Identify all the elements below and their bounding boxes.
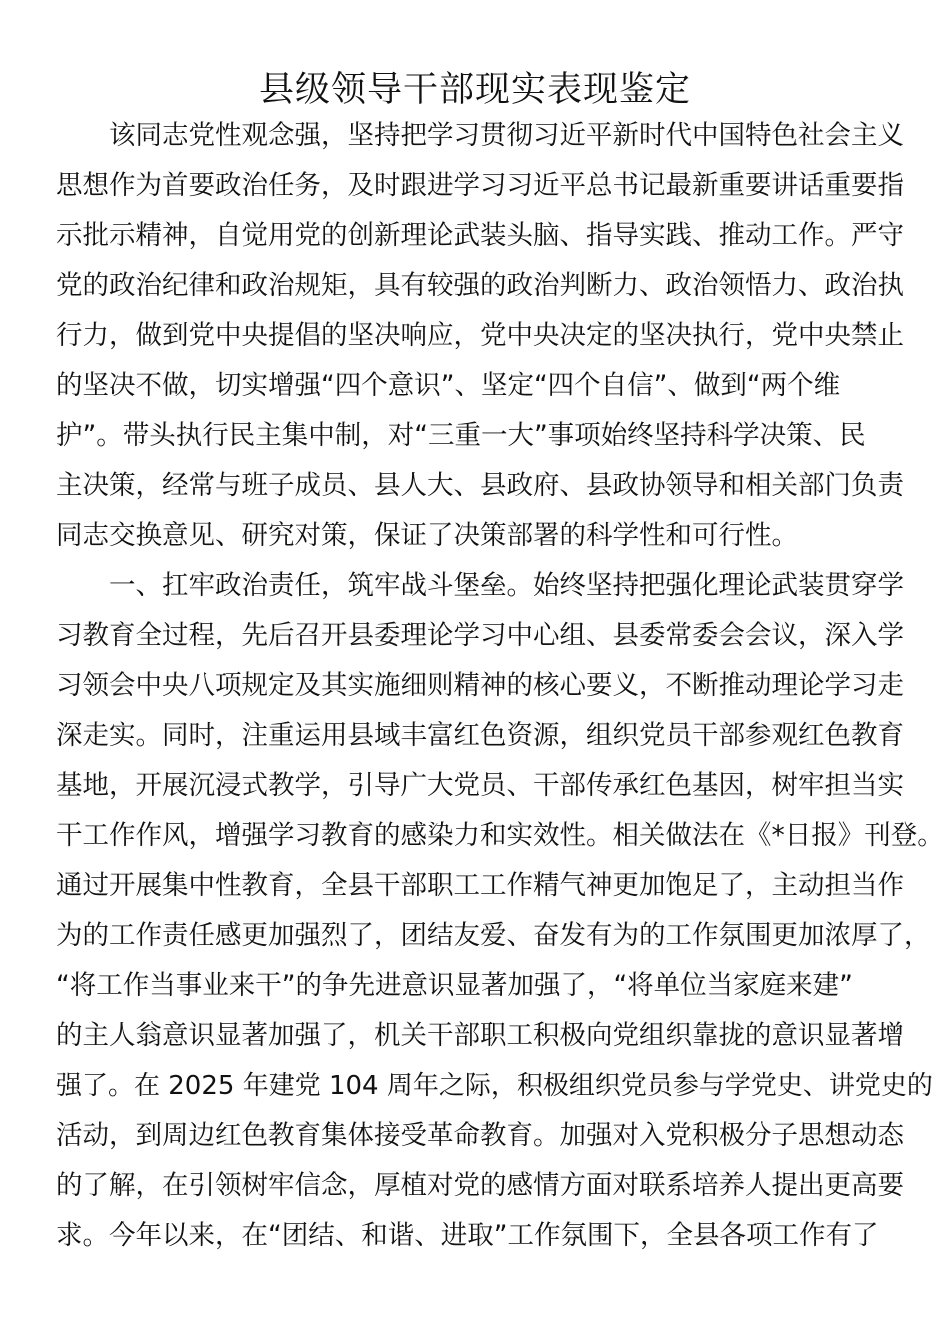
text-line: 强了。在 2025 年建党 104 周年之际，积极组织党员参与学党史、讲党史的 bbox=[56, 1071, 933, 1101]
text-line: 活动，到周边红色教育集体接受革命教育。加强对入党积极分子思想动态 bbox=[56, 1120, 904, 1151]
text-line: 干工作作风，增强学习教育的感染力和实效性。相关做法在《*日报》刊登。 bbox=[56, 820, 944, 851]
text-line: 的主人翁意识显著加强了，机关干部职工积极向党组织靠拢的意识显著增 bbox=[56, 1020, 904, 1051]
text-line: 行力，做到党中央提倡的坚决响应，党中央决定的坚决执行，党中央禁止 bbox=[56, 320, 904, 351]
text-line: 的坚决不做，切实增强“四个意识”、坚定“四个自信”、做到“两个维 bbox=[56, 370, 841, 401]
text-line: 的了解，在引领树牢信念，厚植对党的感情方面对联系培养人提出更高要 bbox=[56, 1170, 904, 1201]
text-line: 该同志党性观念强，坚持把学习贯彻习近平新时代中国特色社会主义 bbox=[56, 120, 904, 151]
text-line: 同志交换意见、研究对策，保证了决策部署的科学性和可行性。 bbox=[56, 520, 798, 551]
text-line: 护”。带头执行民主集中制，对“三重一大”事项始终坚持科学决策、民 bbox=[56, 420, 866, 451]
document-title: 县级领导干部现实表现鉴定 bbox=[258, 70, 691, 110]
text-line: 示批示精神，自觉用党的创新理论武装头脑、指导实践、推动工作。严守 bbox=[56, 220, 904, 251]
text-line: 习领会中央八项规定及其实施细则精神的核心要义，不断推动理论学习走 bbox=[56, 670, 904, 701]
text-line: 求。今年以来，在“团结、和谐、进取”工作氛围下，全县各项工作有了 bbox=[56, 1220, 879, 1251]
text-line: 主决策，经常与班子成员、县人大、县政府、县政协领导和相关部门负责 bbox=[56, 470, 904, 501]
text-line: 思想作为首要政治任务，及时跟进学习习近平总书记最新重要讲话重要指 bbox=[56, 170, 904, 201]
text-line: 党的政治纪律和政治规矩，具有较强的政治判断力、政治领悟力、政治执 bbox=[56, 270, 904, 301]
text-line: 习教育全过程，先后召开县委理论学习中心组、县委常委会会议，深入学 bbox=[56, 620, 904, 651]
text-line: 基地，开展沉浸式教学，引导广大党员、干部传承红色基因，树牢担当实 bbox=[56, 770, 904, 801]
text-line: 通过开展集中性教育，全县干部职工工作精气神更加饱足了，主动担当作 bbox=[56, 870, 904, 901]
text-line: 为的工作责任感更加强烈了，团结友爱、奋发有为的工作氛围更加浓厚了， bbox=[56, 920, 931, 951]
text-line: 一、扛牢政治责任，筑牢战斗堡垒。始终坚持把强化理论武装贯穿学 bbox=[56, 570, 904, 601]
text-line: “将工作当事业来干”的争先进意识显著加强了，“将单位当家庭来建” bbox=[56, 970, 853, 1001]
text-line: 深走实。同时，注重运用县域丰富红色资源，组织党员干部参观红色教育 bbox=[56, 720, 904, 751]
